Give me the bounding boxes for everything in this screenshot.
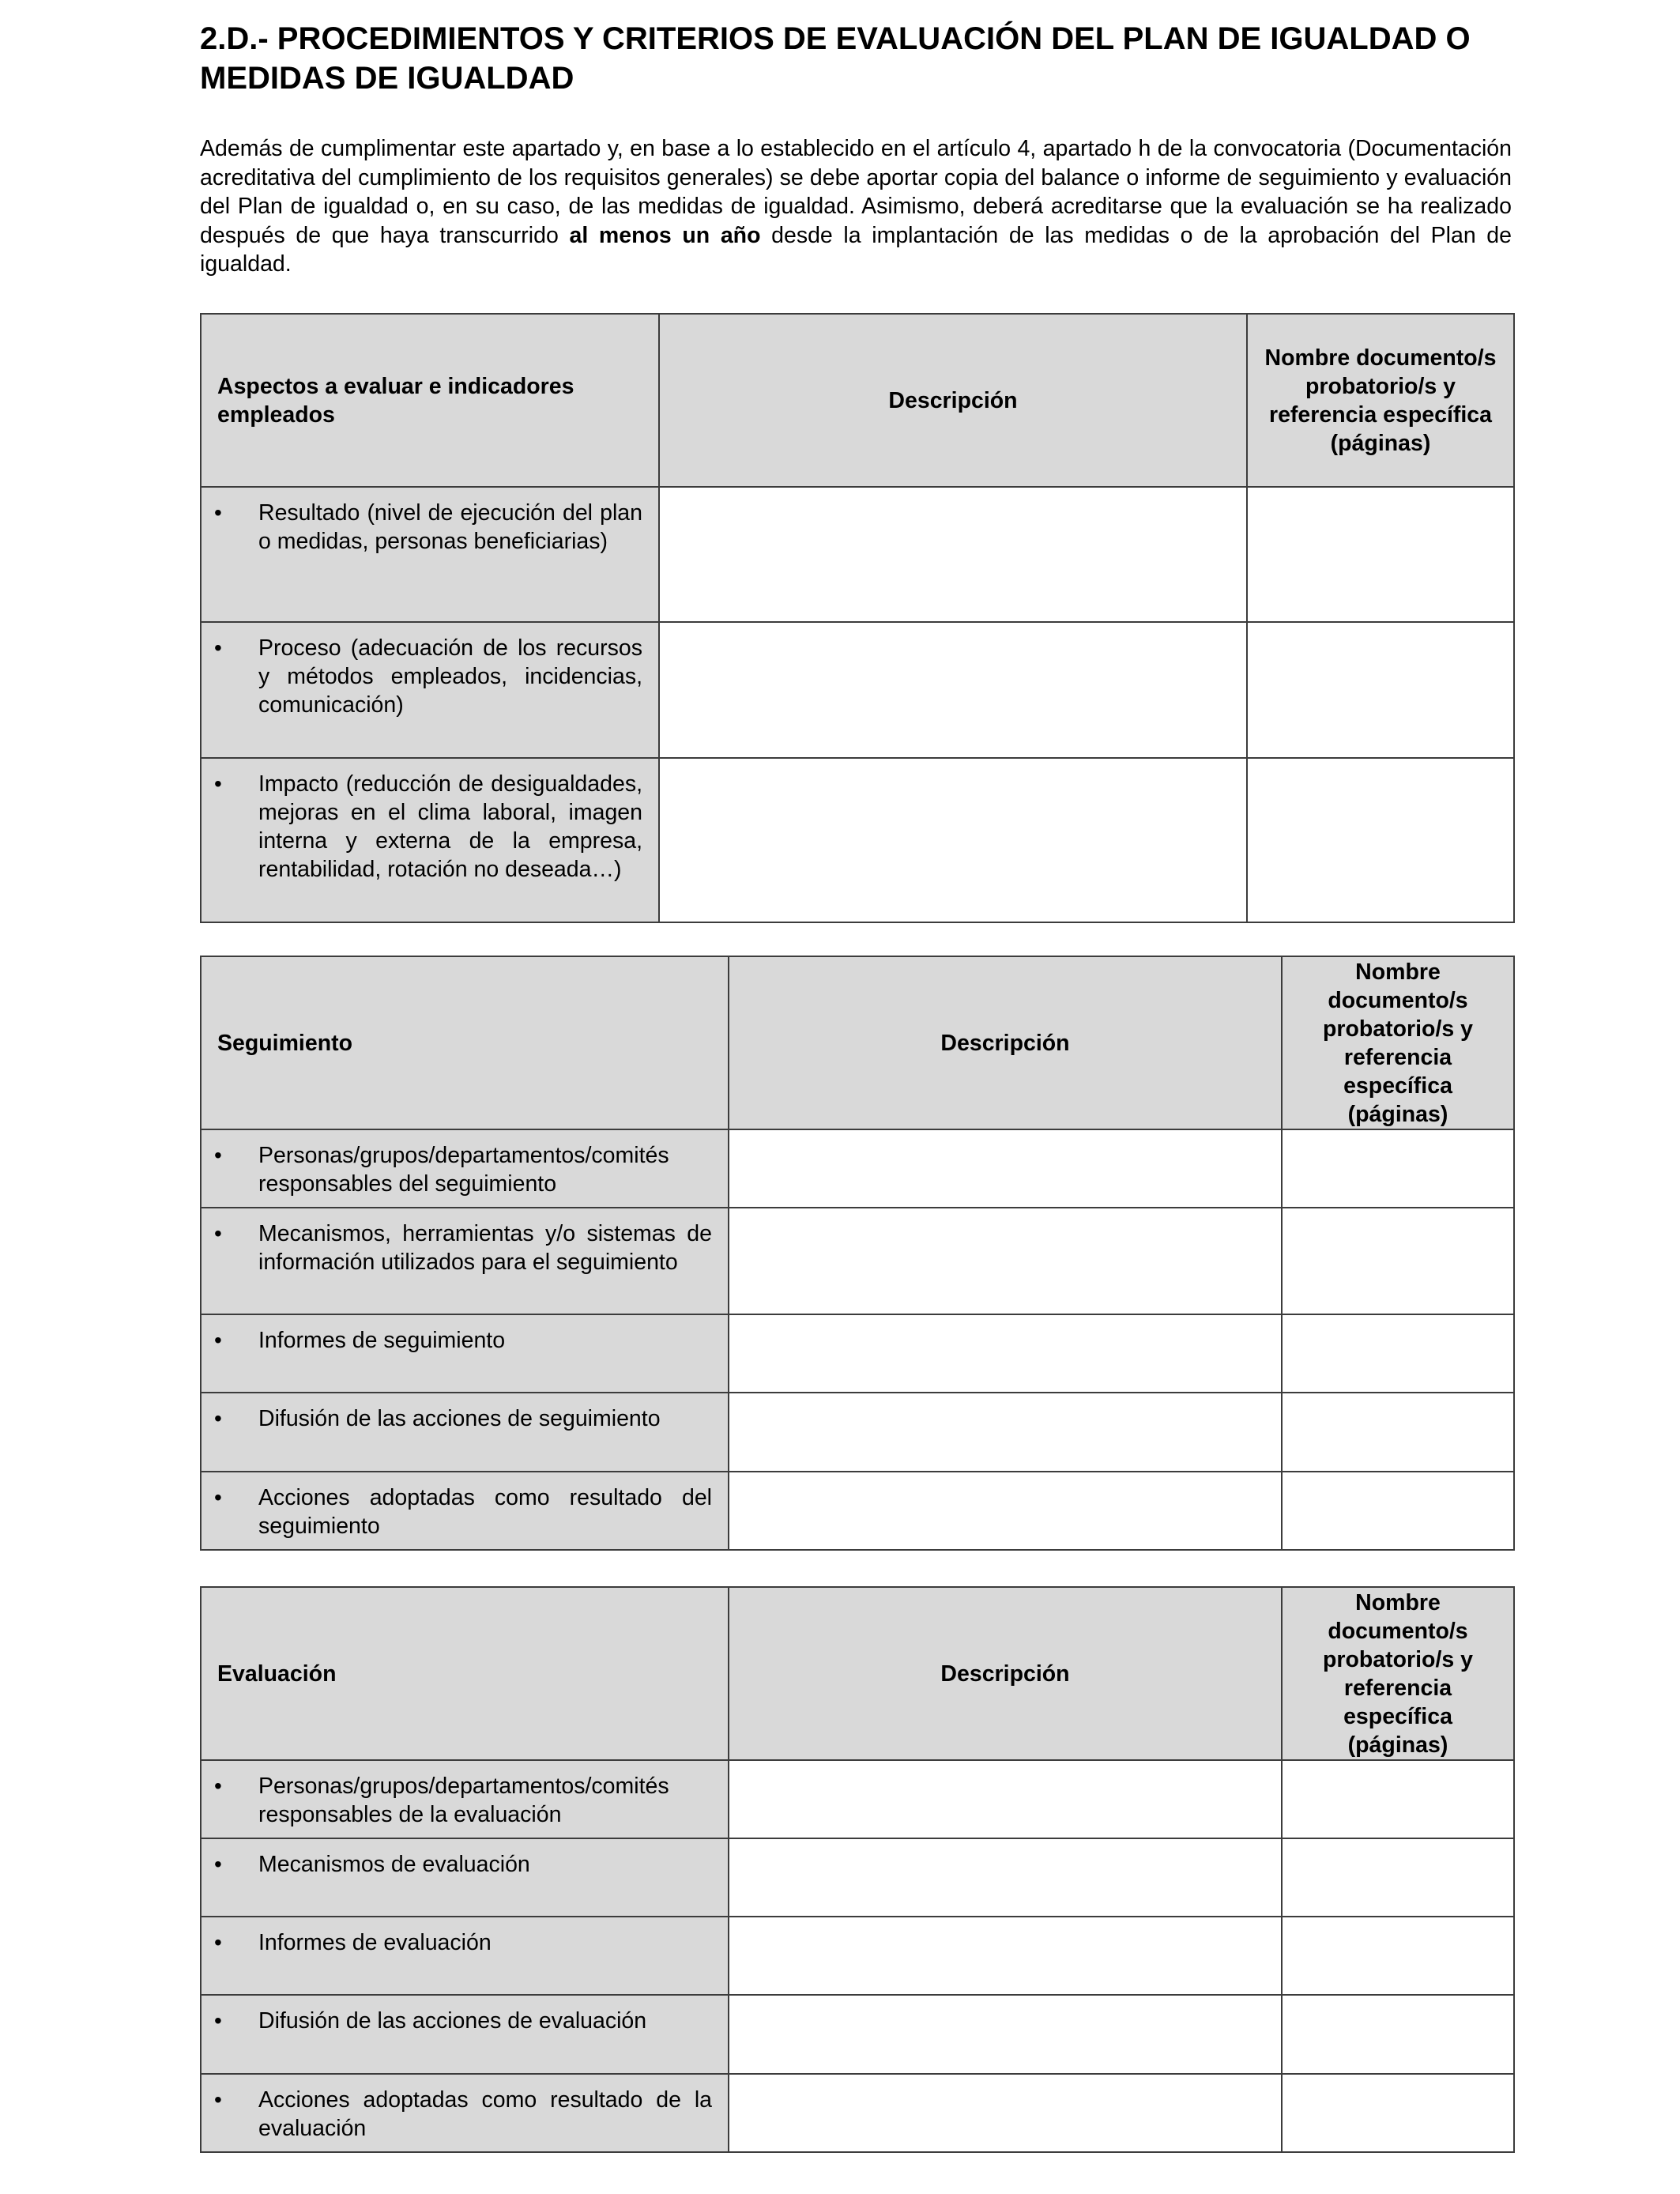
table-header-row	[201, 1587, 1514, 1760]
item-label: Resultado (nivel de ejecución del plan o medidas, personas beneficiarias)	[258, 500, 642, 554]
item-cell	[201, 2074, 729, 2152]
documento-cell[interactable]	[1282, 1129, 1514, 1208]
table-row	[201, 758, 1514, 922]
descripcion-cell[interactable]	[659, 758, 1247, 922]
table-row	[201, 1314, 1514, 1393]
table-row	[201, 622, 1514, 758]
bullet: •	[214, 1328, 222, 1352]
bullet: •	[214, 500, 222, 525]
item-cell	[201, 1393, 729, 1472]
table-row	[201, 2074, 1514, 2152]
table-row	[201, 1393, 1514, 1472]
evaluacion-table	[200, 1586, 1515, 2153]
table-row	[201, 1760, 1514, 1838]
item-cell	[201, 1129, 729, 1208]
item-label: Difusión de las acciones de evaluación	[258, 2008, 647, 2034]
header-evaluacion: Evaluación	[201, 1587, 729, 1760]
intro-paragraph	[200, 134, 1512, 279]
item-label: Personas/grupos/departamentos/comités responsables del seguimiento	[258, 1143, 669, 1197]
documento-cell[interactable]	[1282, 1208, 1514, 1314]
bullet: •	[214, 1221, 222, 1246]
page-title: 2.D.- PROCEDIMIENTOS Y CRITERIOS DE EVALUACIÓN DEL PLAN DE IGUALDAD O MEDIDAS DE IGUALDAD	[200, 21, 1471, 96]
bullet: •	[214, 1930, 222, 1955]
descripcion-cell[interactable]	[729, 1917, 1282, 1995]
bullet: •	[214, 771, 222, 796]
intro-text-part2: desde la implantación de las medidas o de la aprobación del Plan de igualdad.	[200, 222, 1512, 277]
bullet: •	[214, 1852, 222, 1876]
header-documentos: Nombre documento/s probatorio/s y referencia específica (páginas)	[1282, 1587, 1514, 1760]
bullet: •	[214, 1485, 222, 1510]
header-aspectos: Aspectos a evaluar e indicadores empleados	[201, 314, 659, 487]
descripcion-cell[interactable]	[729, 2074, 1282, 2152]
seguimiento-table	[200, 956, 1515, 1551]
item-cell	[201, 1838, 729, 1917]
descripcion-cell[interactable]	[729, 1760, 1282, 1838]
item-cell	[201, 1760, 729, 1838]
item-cell	[201, 622, 659, 758]
table-row	[201, 487, 1514, 622]
documento-cell[interactable]	[1247, 758, 1514, 922]
documento-cell[interactable]	[1282, 1760, 1514, 1838]
item-label: Informes de seguimiento	[258, 1328, 506, 1353]
table-row	[201, 1917, 1514, 1995]
documento-cell[interactable]	[1282, 1314, 1514, 1393]
documento-cell[interactable]	[1282, 1917, 1514, 1995]
descripcion-cell[interactable]	[729, 1838, 1282, 1917]
documento-cell[interactable]	[1247, 487, 1514, 622]
item-label: Difusión de las acciones de seguimiento	[258, 1406, 661, 1431]
item-label: Impacto (reducción de desigualdades, mejoras en el clima laboral, imagen interna y externa de la empresa, rentabilidad, rotación no deseada…)	[258, 771, 642, 882]
aspectos-table	[200, 313, 1515, 923]
item-cell	[201, 1917, 729, 1995]
bullet: •	[214, 2008, 222, 2033]
item-cell	[201, 1208, 729, 1314]
table-header-row	[201, 956, 1514, 1129]
table-row	[201, 1838, 1514, 1917]
table-header-row	[201, 314, 1514, 487]
item-label: Acciones adoptadas como resultado de la evaluación	[258, 2087, 712, 2141]
intro-text-part1: Además de cumplimentar este apartado y, en base a lo establecido en el artículo 4, apartado h de la convocatoria (Documentación acreditativa del cumplimiento de los requisitos generales) se debe aportar copia del balance o informe de seguimiento y evaluación del Plan de igualdad o, en su caso, de las medidas de igualdad. Asimismo, deberá acreditarse que la evaluación se ha realizado después de que haya transcurrido	[200, 136, 1512, 248]
descripcion-cell[interactable]	[729, 1472, 1282, 1550]
bullet: •	[214, 1143, 222, 1167]
header-seguimiento: Seguimiento	[201, 956, 729, 1129]
header-descripcion: Descripción	[729, 1587, 1282, 1760]
bullet: •	[214, 2087, 222, 2112]
bullet: •	[214, 635, 222, 660]
table-row	[201, 1472, 1514, 1550]
table-row	[201, 1208, 1514, 1314]
item-label: Mecanismos de evaluación	[258, 1852, 530, 1877]
documento-cell[interactable]	[1282, 1393, 1514, 1472]
documento-cell[interactable]	[1282, 1838, 1514, 1917]
header-documentos: Nombre documento/s probatorio/s y referencia específica (páginas)	[1247, 314, 1514, 487]
item-label: Informes de evaluación	[258, 1930, 492, 1955]
header-descripcion: Descripción	[729, 956, 1282, 1129]
item-label: Proceso (adecuación de los recursos y métodos empleados, incidencias, comunicación)	[258, 635, 642, 718]
documento-cell[interactable]	[1247, 622, 1514, 758]
item-label: Acciones adoptadas como resultado del seguimiento	[258, 1485, 712, 1539]
item-cell	[201, 758, 659, 922]
bullet: •	[214, 1774, 222, 1798]
item-cell	[201, 1314, 729, 1393]
item-label: Personas/grupos/departamentos/comités responsables de la evaluación	[258, 1774, 669, 1827]
item-label: Mecanismos, herramientas y/o sistemas de información utilizados para el seguimiento	[258, 1221, 712, 1275]
item-cell	[201, 1472, 729, 1550]
header-descripcion: Descripción	[659, 314, 1247, 487]
table-row	[201, 1995, 1514, 2074]
bullet: •	[214, 1406, 222, 1431]
descripcion-cell[interactable]	[729, 1314, 1282, 1393]
item-cell	[201, 1995, 729, 2074]
descripcion-cell[interactable]	[659, 622, 1247, 758]
descripcion-cell[interactable]	[729, 1208, 1282, 1314]
descripcion-cell[interactable]	[729, 1129, 1282, 1208]
descripcion-cell[interactable]	[729, 1393, 1282, 1472]
documento-cell[interactable]	[1282, 2074, 1514, 2152]
table-row	[201, 1129, 1514, 1208]
descripcion-cell[interactable]	[659, 487, 1247, 622]
documento-cell[interactable]	[1282, 1995, 1514, 2074]
descripcion-cell[interactable]	[729, 1995, 1282, 2074]
header-documentos: Nombre documento/s probatorio/s y referencia específica (páginas)	[1282, 956, 1514, 1129]
item-cell	[201, 487, 659, 622]
intro-text-bold: al menos un año	[569, 222, 761, 248]
documento-cell[interactable]	[1282, 1472, 1514, 1550]
